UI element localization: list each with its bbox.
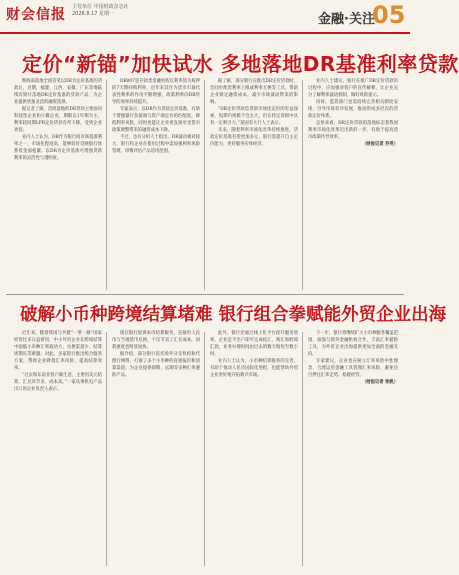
article2-byline: （财报记者 张帆）: [362, 380, 398, 385]
column-divider: [302, 332, 303, 566]
page-number: 05: [372, 1, 406, 29]
paragraph: 业内人士建议，银行在推广DR定价贷款的过程中，应加强对客户的宣传解释，让企业充分了解利率波动机制，做好风险提示。: [308, 79, 398, 98]
paragraph: 下一步，银行将继续扩大小币种服务覆盖范围，加强与境外金融机构合作，丰富汇率避险工具，为外贸企业出海提供更加全面的金融支持。: [308, 331, 398, 357]
article1-col1: [14, 78, 102, 293]
meta-line-2: 2026.8.17 星期一: [72, 11, 115, 17]
article1-col4: [308, 78, 398, 293]
article-separator: [6, 294, 404, 295]
paragraph: 同时，监管部门也需持续完善相关制度安排，引导市场有序发展，推动形成多层次的贷款定价体系。: [308, 100, 398, 119]
paragraph: 总体来看，DR定价贷款的落地标志着我国利率市场化改革迈出新的一步，有助于提高货币政策传导效率。: [308, 121, 398, 140]
paragraph: 据了解，部分银行在推出DR定价贷款时，会同步配套利率上限或利率互换等工具，帮助企业锁定融资成本，减少市场波动带来的影响。: [210, 79, 298, 105]
paragraph: 未来，随着利率市场化改革持续推进，贷款定价基准有望更加多元，银行需提升自主定价能力，更好服务实体经济。: [210, 128, 298, 147]
paragraph: 业内人士认为，小币种结算服务的完善，有助于推动人民币国际化进程，也能帮助外贸企业更好地开拓新兴市场。: [210, 359, 298, 378]
article2-col2: [112, 330, 200, 568]
paragraph: “DR定价贷款是贷款市场化定价的有益探索，短期内规模不会太大，但在特定客群中具有一定吸引力。”某国有大行人士表示。: [210, 107, 298, 126]
article1-col3: [210, 78, 298, 293]
column-divider: [106, 332, 107, 566]
paragraph: 据介绍，部分银行依托境外分支机构和代理行网络，打通了多个小币种的直接报价和清算渠道，为企业提供即期、远期等多种汇率避险产品。: [112, 352, 200, 378]
paragraph: 不过，也有分析人士指出，DR波动相对较大，银行和企业在使用过程中需加强利率风险管理，审慎评估产品适用范围。: [112, 135, 200, 154]
article2-col4: [308, 330, 398, 568]
newspaper-meta: [72, 4, 129, 18]
column-divider: [106, 80, 107, 290]
article1-byline: （财报记者 乔英）: [362, 142, 398, 147]
paragraph: 此外，银行还通过线上化平台提升服务效率，企业足不出户即可完成结汇、购汇和跨境汇款，业务办理时间由过去的数天缩短至数小时。: [210, 331, 298, 357]
article2-title: 破解小币种跨境结算堵难 银行组合拳赋能外贸企业出海: [20, 305, 447, 325]
section-title: 金融·关注: [318, 12, 375, 27]
header-rule: [0, 32, 410, 34]
paragraph: 继海南落地全国首笔以DR为定价基准的贷款后，近期，福建、江西、安徽、广东等地陆续有银行落地DR定价基准的贷款产品，为企业提供更加灵活的融资选择。: [14, 79, 102, 105]
column-divider: [302, 80, 303, 290]
paragraph: 专家建议，企业也应树立汇率风险中性理念，合理运用金融工具管理汇率风险，避免盲目押注汇率走势，稳健经营。: [308, 359, 398, 378]
paragraph: 现在银行提供本币结算服务，直接用人民币与当地货币兑换，不仅节省了汇兑成本，回款速度也明显加快。: [112, 331, 200, 350]
newspaper-brand: 财会信报: [6, 7, 66, 23]
article2-col1: [14, 330, 102, 568]
paragraph: DR007是存款类金融机构以利率债为质押的7天期回购利率，近年来其作为货币市场代表性利率的作用不断增强，政策利率向DR传导的效率持续提升。: [112, 79, 200, 105]
page-header: [0, 0, 410, 40]
paragraph: 专家表示，以DR作为贷款定价基准，有助于增强银行负债端与资产端定价的匹配度，降低利率风险，同时也能让企业更直接享受货币政策调整带来的融资成本下降。: [112, 107, 200, 133]
paragraph: “过去和东南亚客户做生意，主要用美元结算，汇兑环节多，成本高。”一家从事机电产品出口的企业负责人表示。: [14, 373, 102, 392]
article1-title: 定价“新锚”加快试水 多地落地DR基准利率贷款: [22, 52, 459, 76]
article1-col2: [112, 78, 200, 293]
paragraph: 近年来，随着我国与共建“一带一路”国家经贸往来日益密切，中小外贸企业在跨境结算中面临小币种汇率波动大、兑换渠道少、结算周期长等难题。对此，多家银行推出组合服务方案，帮助企业降低汇率风险、提高结算效率。: [14, 331, 102, 371]
article2-col3: [210, 330, 298, 568]
meta-line-1: 主管单位 中国财政杂志社: [72, 4, 129, 10]
column-divider: [204, 80, 205, 290]
column-divider: [204, 332, 205, 566]
paragraph: 据记者了解，首批落地的DR贷款主要面向科技型企业和小微企业，期限以1年期为主，利率较同期LPR定价贷款有所下降，受到企业欢迎。: [14, 107, 102, 133]
paragraph: 业内人士认为，DR作为银行间市场基准利率之一，市场化程度高，能够较好反映银行体系资金面松紧，以DR为定价基准可增强贷款利率的灵活性与透明度。: [14, 135, 102, 161]
